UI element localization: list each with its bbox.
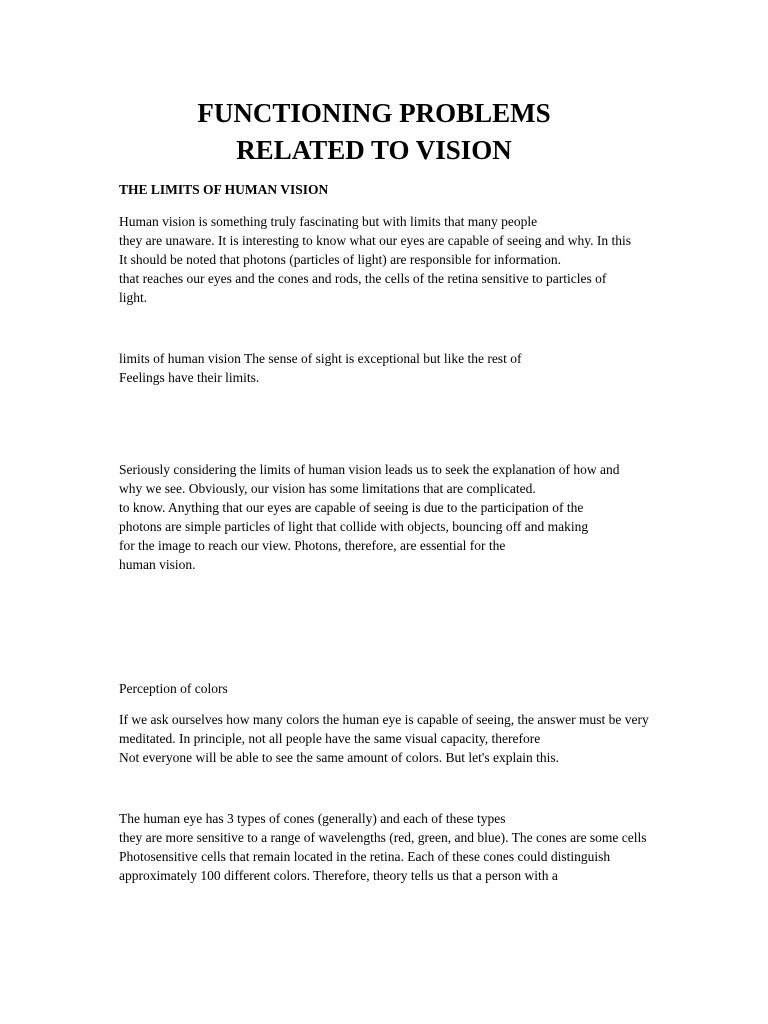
paragraph-line: Perception of colors [119,681,228,696]
paragraph-line: Not everyone will be able to see the same amount of colors. But let's explain this. [119,750,559,765]
paragraph-line: Photosensitive cells that remain located in the retina. Each of these cones could distinguish [119,849,611,864]
paragraph-perception-heading [119,679,719,698]
paragraph-line: for the image to reach our view. Photons, therefore, are essential for the [119,538,506,553]
paragraph-line: It should be noted that photons (particles of light) are responsible for information. [119,252,562,267]
paragraph-line: to know. Anything that our eyes are capable of seeing is due to the participation of the [119,500,584,515]
paragraph-line: Human vision is something truly fascinating but with limits that many people [119,214,538,229]
paragraph-line: Seriously considering the limits of human vision leads us to seek the explanation of how and [119,462,620,477]
paragraph-line: that reaches our eyes and the cones and rods, the cells of the retina sensitive to particles of [119,271,607,286]
paragraph-line: meditated. In principle, not all people have the same visual capacity, therefore [119,731,541,746]
paragraph-line: human vision. [119,557,196,572]
paragraph-line: they are unaware. It is interesting to know what our eyes are capable of seeing and why. In this [119,233,631,248]
paragraph-line: limits of human vision The sense of sight is exceptional but like the rest of [119,351,522,366]
title-line-2: RELATED TO VISION [236,135,512,165]
paragraph-line: light. [119,290,148,305]
paragraph-line: they are more sensitive to a range of wavelengths (red, green, and blue). The cones are some cells [119,830,647,845]
paragraph-line: Feelings have their limits. [119,370,260,385]
paragraph-sense-of-sight [119,349,719,387]
section-heading: THE LIMITS OF HUMAN VISION [119,182,329,197]
paragraph-cones [119,809,719,885]
paragraph-photons [119,460,719,574]
paragraph-line: approximately 100 different colors. Therefore, theory tells us that a person with a [119,868,558,883]
paragraph-line: If we ask ourselves how many colors the human eye is capable of seeing, the answer must be very [119,712,649,727]
paragraph-line: photons are simple particles of light that collide with objects, bouncing off and making [119,519,589,534]
paragraph-how-many-colors [119,710,719,767]
paragraph-line: The human eye has 3 types of cones (generally) and each of these types [119,811,506,826]
title-line-1: FUNCTIONING PROBLEMS [197,98,551,128]
document-title [0,95,748,169]
paragraph-line: why we see. Obviously, our vision has some limitations that are complicated. [119,481,536,496]
paragraph-intro [119,212,719,307]
